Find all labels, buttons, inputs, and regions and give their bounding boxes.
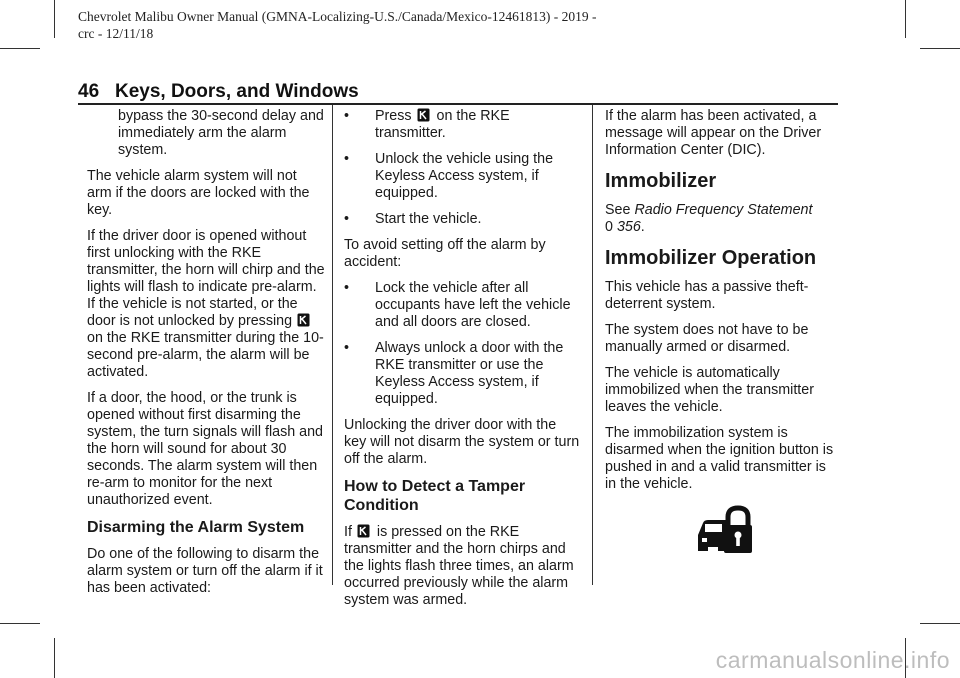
- bullet-icon: •: [344, 108, 350, 124]
- reference-punct: .: [640, 219, 645, 235]
- vehicle-key-icon: [417, 108, 430, 122]
- list-item-text: on the RKE transmitter.: [375, 108, 510, 141]
- list-item-text: Start the vehicle.: [375, 211, 482, 227]
- crop-mark: [0, 623, 40, 624]
- paragraph-text: If the driver door is opened without first unlocking with the RKE transmitter, the horn will chirp and the lights will flash to indicate pre-alarm. If the vehicle is not started, or the door is not unlocked by pressing: [87, 228, 325, 329]
- crop-mark: [54, 638, 55, 678]
- watermark: carmanualsonline.info: [715, 647, 950, 673]
- section-heading: Immobilizer Operation: [605, 247, 817, 269]
- bullet-icon: •: [344, 340, 350, 356]
- paragraph-text: on the RKE transmitter during the 10-second pre-alarm, the alarm will be activated.: [87, 330, 324, 380]
- paragraph: If a door, the hood, or the trunk is opened without first disarming the system, the turn signals will flash and the horn will sound for about 30 seconds. The alarm system will then re-arm to monitor for the next unauthorized event.: [87, 390, 324, 508]
- running-head: Chevrolet Malibu Owner Manual (GMNA-Localizing-U.S./Canada/Mexico-12461813) - 2019 - crc - 12/11/18: [78, 9, 597, 41]
- section-heading: Disarming the Alarm System: [87, 519, 305, 536]
- list-item: [344, 211, 582, 228]
- see-label: See: [605, 202, 631, 218]
- paragraph: The vehicle alarm system will not arm if the doors are locked with the key.: [87, 168, 310, 218]
- paragraph: The vehicle is automatically immobilized when the transmitter leaves the vehicle.: [605, 365, 814, 415]
- cross-reference: [605, 202, 840, 236]
- paragraph: Unlocking the driver door with the key will not disarm the system or turn off the alarm.: [344, 417, 580, 467]
- list-item: [344, 340, 582, 408]
- crop-mark: [920, 623, 960, 624]
- list-item-text: Lock the vehicle after all occupants have left the vehicle and all doors are closed.: [375, 280, 571, 330]
- page-number: 46: [78, 81, 100, 102]
- reference-page-link[interactable]: 356: [616, 219, 641, 235]
- reference-link[interactable]: Radio Frequency Statement: [634, 202, 813, 218]
- list-item-text: Always unlock a door with the RKE transmitter or use the Keyless Access system, if equipped.: [375, 340, 564, 407]
- list-item: [344, 151, 582, 202]
- paragraph: The system does not have to be manually armed or disarmed.: [605, 322, 809, 355]
- page-arrow-icon: 0: [605, 219, 613, 235]
- paragraph-text: is pressed on the RKE transmitter and the horn chirps and the lights flash three times, an alarm occurred previously while the alarm system was armed.: [344, 524, 574, 608]
- column-3: [605, 108, 840, 502]
- paragraph: To avoid setting off the alarm by accident:: [344, 237, 546, 270]
- list-item: [344, 280, 582, 331]
- column-divider: [332, 105, 333, 585]
- paragraph: Do one of the following to disarm the alarm system or turn off the alarm if it has been activated:: [87, 546, 323, 596]
- page-title: Keys, Doors, and Windows: [114, 81, 359, 102]
- paragraph: bypass the 30-second delay and immediately arm the alarm system.: [118, 108, 324, 158]
- crop-mark: [920, 48, 960, 49]
- bullet-icon: •: [344, 211, 350, 227]
- vehicle-key-icon: [297, 313, 310, 327]
- crop-mark: [54, 0, 55, 38]
- crop-mark: [0, 48, 40, 49]
- page-header: [78, 81, 359, 103]
- paragraph: The immobilization system is disarmed when the ignition button is pushed in and a valid transmitter is in the vehicle.: [605, 425, 834, 492]
- vehicle-security-lock-icon: [696, 505, 752, 555]
- paragraph: This vehicle has a passive theft-deterrent system.: [605, 279, 809, 312]
- list-item-text: Unlock the vehicle using the Keyless Access system, if equipped.: [375, 151, 554, 201]
- bullet-icon: •: [344, 280, 350, 296]
- list-item-text: Press: [375, 108, 412, 124]
- column-1: [87, 108, 325, 606]
- section-heading: Immobilizer: [605, 170, 717, 192]
- paragraph: If the alarm has been activated, a message will appear on the Driver Information Center (DIC).: [605, 108, 822, 158]
- header-rule: [78, 103, 838, 105]
- column-divider: [592, 105, 593, 585]
- crop-mark: [905, 0, 906, 38]
- section-heading: How to Detect a Tamper Condition: [344, 478, 526, 514]
- bullet-icon: •: [344, 151, 350, 167]
- paragraph-text: If: [344, 524, 352, 540]
- paragraph: [344, 524, 582, 609]
- paragraph: [87, 228, 325, 381]
- vehicle-key-icon: [357, 524, 370, 538]
- column-2: [344, 108, 582, 618]
- list-item: [344, 108, 582, 142]
